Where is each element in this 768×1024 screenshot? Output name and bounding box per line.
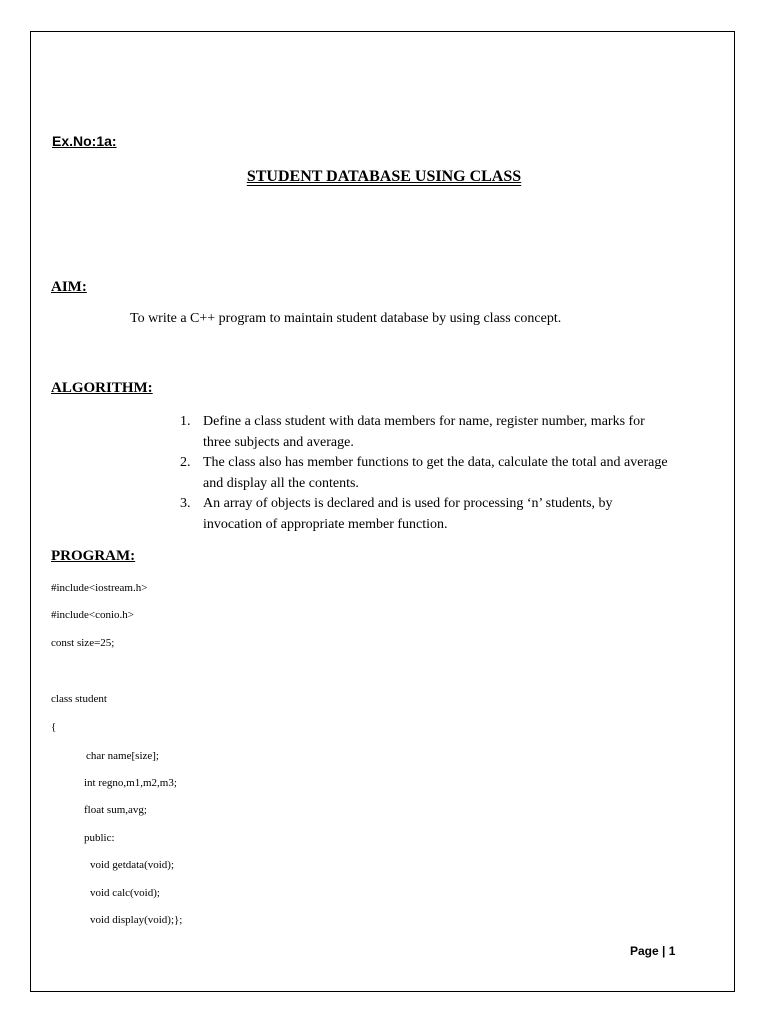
program-heading: PROGRAM: — [51, 548, 136, 564]
algorithm-step — [180, 494, 670, 535]
document-title: STUDENT DATABASE USING CLASS — [246, 168, 522, 185]
algorithm-step-number: 2. — [180, 455, 191, 470]
page-number: Page | 1 — [630, 944, 676, 958]
algorithm-step-text: Define a class student with data members for name, register number, marks for three subjects and average. — [203, 414, 645, 450]
code-line: float sum,avg; — [84, 804, 147, 816]
algorithm-step-number: 1. — [180, 414, 191, 429]
exercise-number: Ex.No:1a: — [52, 133, 117, 149]
aim-heading: AIM: — [51, 279, 87, 295]
algorithm-step — [180, 412, 670, 453]
algorithm-step — [180, 453, 670, 494]
code-line: void getdata(void); — [90, 859, 175, 871]
aim-text: To write a C++ program to maintain student database by using class concept. — [130, 311, 562, 326]
algorithm-step-text: An array of objects is declared and is used for processing ‘n’ students, by invocation of appropriate member function. — [203, 496, 613, 532]
code-line: const size=25; — [51, 637, 115, 649]
code-line: void calc(void); — [90, 887, 160, 899]
code-line: #include<conio.h> — [51, 609, 134, 621]
code-line: { — [51, 721, 57, 733]
code-line: void display(void);}; — [90, 914, 183, 926]
code-line: class student — [51, 693, 107, 705]
code-line: #include<iostream.h> — [51, 582, 148, 594]
algorithm-heading: ALGORITHM: — [51, 380, 153, 396]
code-line: public: — [84, 832, 115, 844]
algorithm-list — [180, 412, 670, 535]
code-line: char name[size]; — [86, 750, 159, 762]
algorithm-step-text: The class also has member functions to get the data, calculate the total and average and display all the contents. — [203, 455, 668, 491]
code-line: int regno,m1,m2,m3; — [84, 777, 177, 789]
algorithm-step-number: 3. — [180, 496, 191, 511]
